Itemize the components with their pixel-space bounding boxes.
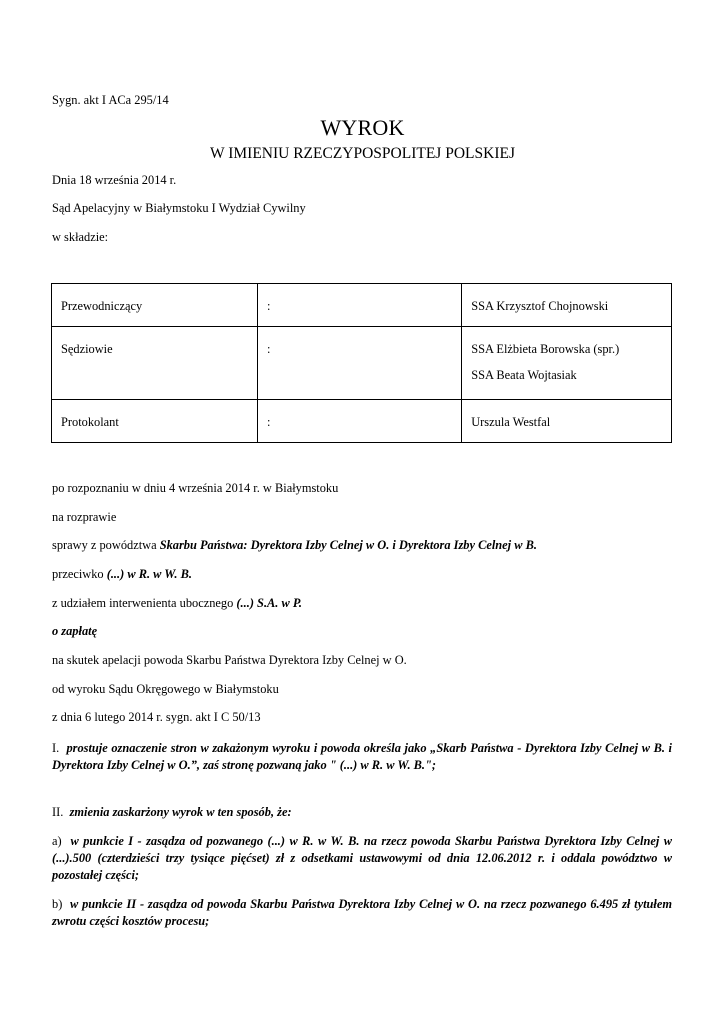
ruling-point-a <box>52 833 672 884</box>
composition-row-presiding <box>52 284 672 327</box>
intervener-prefix: z udziałem interwenienta ubocznego <box>52 596 237 610</box>
trial-line: na rozprawie <box>52 510 117 524</box>
clerk-name: Urszula Westfal <box>471 415 551 429</box>
presiding-colon: : <box>266 299 271 313</box>
against-line <box>52 567 192 582</box>
composition-row-judges <box>52 327 672 400</box>
defendant-name: (...) w R. w W. B. <box>106 567 192 581</box>
ruling-point-2-number: II. <box>52 805 64 819</box>
clerk-label: Protokolant <box>61 415 119 429</box>
judge-1-name: SSA Elżbieta Borowska (spr.) <box>471 342 620 356</box>
case-line <box>52 538 537 553</box>
case-reference: Sygn. akt I ACa 295/14 <box>52 93 169 107</box>
judges-label: Sędziowie <box>61 342 113 356</box>
document-title: WYROK <box>320 115 405 140</box>
composition-row-clerk <box>52 400 672 443</box>
document-subtitle: W IMIENIU RZECZYPOSPOLITEJ POLSKIEJ <box>210 145 515 162</box>
presiding-name: SSA Krzysztof Chojnowski <box>471 299 609 313</box>
composition-table <box>51 283 672 443</box>
hearing-line: po rozpoznaniu w dniu 4 września 2014 r. w Białymstoku <box>52 481 339 495</box>
plaintiff-name: Skarbu Państwa: Dyrektora Izby Celnej w O. i Dyrektora Izby Celnej w B. <box>159 538 537 552</box>
judgment-date: Dnia 18 września 2014 r. <box>52 173 177 187</box>
clerk-colon: : <box>266 415 271 429</box>
ruling-point-b-text: w punkcie II - zasądza od powoda Skarbu Państwa Dyrektora Izby Celnej w O. na rzecz pozwanego 6.495 zł tytułem zwrotu części kosztów procesu; <box>52 897 673 928</box>
court-name: Sąd Apelacyjny w Białymstoku I Wydział Cywilny <box>52 201 306 215</box>
judge-2-name: SSA Beata Wojtasiak <box>471 367 577 382</box>
judgment-of-line: od wyroku Sądu Okręgowego w Białymstoku <box>52 682 279 696</box>
case-subject: o zapłatę <box>52 624 98 638</box>
intervener-line <box>52 596 302 611</box>
judges-colon: : <box>266 342 271 356</box>
intervener-name: (...) S.A. w P. <box>236 596 302 610</box>
ruling-point-2 <box>52 804 672 821</box>
presiding-label: Przewodniczący <box>61 299 143 313</box>
ruling-point-2-text: zmienia zaskarżony wyrok w ten sposób, że: <box>69 805 292 819</box>
ruling-point-b <box>52 896 672 930</box>
ruling-point-1-number: I. <box>52 741 60 755</box>
case-prefix: sprawy z powództwa <box>52 538 160 552</box>
ruling-point-a-text: w punkcie I - zasądza od pozwanego (...) w R. w W. B. na rzecz powoda Skarbu Państwa Dyrektora Izby Celnej w (...).500 (czterdzieści trzy tysiące pięćset) zł z odsetkami ustawowymi od dnia 12.06.2012 r. i oddala powództwo w pozostałej części; <box>52 834 672 882</box>
ruling-point-a-number: a) <box>52 834 62 848</box>
appeal-line: na skutek apelacji powoda Skarbu Państwa Dyrektora Izby Celnej w O. <box>52 653 407 667</box>
ruling-point-1 <box>52 740 672 774</box>
ruling-point-b-number: b) <box>52 897 63 911</box>
judgment-date-line: z dnia 6 lutego 2014 r. sygn. akt I C 50/13 <box>52 710 261 724</box>
composition-label: w składzie: <box>52 230 109 244</box>
against-prefix: przeciwko <box>52 567 107 581</box>
ruling-point-1-text: prostuje oznaczenie stron w zakażonym wyroku i powoda określa jako „Skarb Państwa - Dyrektora Izby Celnej w B. i Dyrektora Izby Celnej w O.”, zaś stronę pozwaną jako " (...) w R. w W. B."; <box>52 741 672 772</box>
